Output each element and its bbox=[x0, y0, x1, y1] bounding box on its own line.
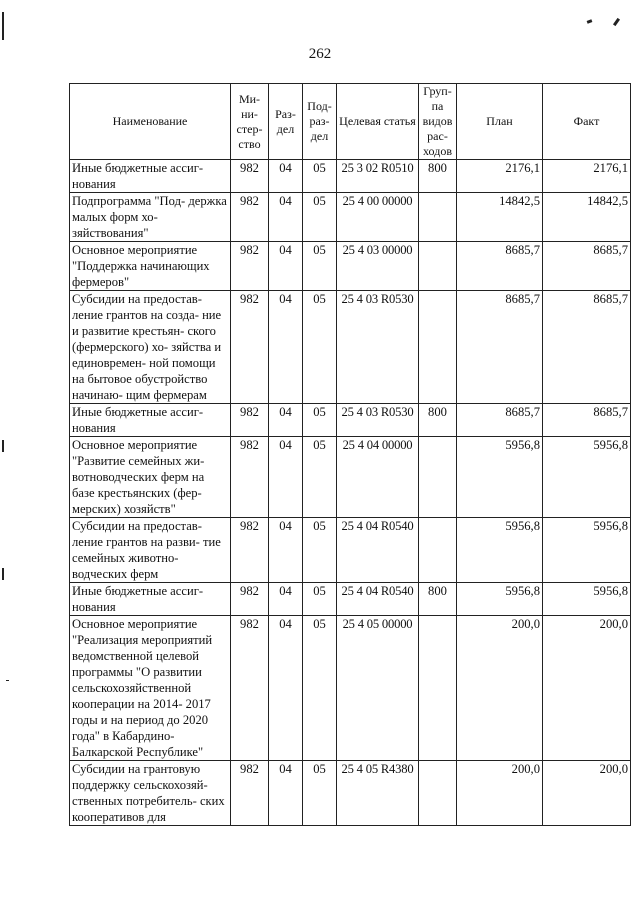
row-ministry-cell: 982 bbox=[231, 291, 269, 404]
header-subsection: Под- раз- дел bbox=[303, 84, 337, 160]
row-target-item-cell: 25 4 03 R0530 bbox=[337, 291, 419, 404]
row-expense-group-cell: 800 bbox=[419, 404, 457, 437]
row-subsection-cell: 05 bbox=[303, 583, 337, 616]
row-fact-cell: 5956,8 bbox=[543, 583, 631, 616]
row-section-cell: 04 bbox=[269, 160, 303, 193]
row-name-cell: Основное мероприятие "Развитие семейных жи- вотноводческих ферм на базе крестьянских (фер- мерских) хозяйств" bbox=[70, 437, 231, 518]
row-name-cell: Иные бюджетные ассиг- нования bbox=[70, 404, 231, 437]
left-edge-mark bbox=[6, 680, 9, 681]
header-ministry: Ми- ни- стер- ство bbox=[231, 84, 269, 160]
row-target-item-cell: 25 4 04 R0540 bbox=[337, 583, 419, 616]
row-subsection-cell: 05 bbox=[303, 437, 337, 518]
row-ministry-cell: 982 bbox=[231, 160, 269, 193]
row-subsection-cell: 05 bbox=[303, 242, 337, 291]
header-name: Наименование bbox=[70, 84, 231, 160]
row-fact-cell: 8685,7 bbox=[543, 291, 631, 404]
row-subsection-cell: 05 bbox=[303, 291, 337, 404]
row-plan-cell: 5956,8 bbox=[457, 518, 543, 583]
row-target-item-cell: 25 4 05 R4380 bbox=[337, 761, 419, 826]
row-subsection-cell: 05 bbox=[303, 193, 337, 242]
row-subsection-cell: 05 bbox=[303, 616, 337, 761]
row-expense-group-cell bbox=[419, 518, 457, 583]
row-plan-cell: 14842,5 bbox=[457, 193, 543, 242]
row-ministry-cell: 982 bbox=[231, 616, 269, 761]
left-edge-mark bbox=[2, 12, 4, 40]
row-fact-cell: 5956,8 bbox=[543, 437, 631, 518]
row-ministry-cell: 982 bbox=[231, 242, 269, 291]
table-header-row bbox=[70, 84, 631, 160]
row-section-cell: 04 bbox=[269, 404, 303, 437]
row-section-cell: 04 bbox=[269, 616, 303, 761]
table-row bbox=[70, 160, 631, 193]
row-subsection-cell: 05 bbox=[303, 761, 337, 826]
row-plan-cell: 2176,1 bbox=[457, 160, 543, 193]
row-plan-cell: 5956,8 bbox=[457, 437, 543, 518]
corner-scan-mark bbox=[613, 18, 620, 26]
row-name-cell: Основное мероприятие "Реализация мероприятий ведомственной целевой программы "О развитии сельскохозяйственной кооперации на 2014- 2017 годы и на период до 2020 года" в Кабардино- Балкарской Республике" bbox=[70, 616, 231, 761]
row-plan-cell: 8685,7 bbox=[457, 404, 543, 437]
row-expense-group-cell bbox=[419, 761, 457, 826]
row-target-item-cell: 25 4 03 R0530 bbox=[337, 404, 419, 437]
row-ministry-cell: 982 bbox=[231, 583, 269, 616]
row-subsection-cell: 05 bbox=[303, 404, 337, 437]
row-target-item-cell: 25 4 05 00000 bbox=[337, 616, 419, 761]
table-row bbox=[70, 242, 631, 291]
row-section-cell: 04 bbox=[269, 518, 303, 583]
row-fact-cell: 14842,5 bbox=[543, 193, 631, 242]
row-name-cell: Иные бюджетные ассиг- нования bbox=[70, 583, 231, 616]
row-ministry-cell: 982 bbox=[231, 761, 269, 826]
row-expense-group-cell bbox=[419, 193, 457, 242]
row-expense-group-cell bbox=[419, 616, 457, 761]
row-fact-cell: 2176,1 bbox=[543, 160, 631, 193]
row-expense-group-cell bbox=[419, 437, 457, 518]
row-expense-group-cell: 800 bbox=[419, 583, 457, 616]
corner-scan-mark bbox=[587, 19, 593, 24]
row-name-cell: Субсидии на грантовую поддержку сельскохозяй- ственных потребитель- ских кооперативов для bbox=[70, 761, 231, 826]
row-fact-cell: 5956,8 bbox=[543, 518, 631, 583]
table-row bbox=[70, 518, 631, 583]
row-fact-cell: 8685,7 bbox=[543, 404, 631, 437]
row-target-item-cell: 25 4 04 00000 bbox=[337, 437, 419, 518]
row-name-cell: Субсидии на предостав- ление грантов на разви- тие семейных животно- водческих ферм bbox=[70, 518, 231, 583]
table-row bbox=[70, 616, 631, 761]
row-section-cell: 04 bbox=[269, 242, 303, 291]
row-expense-group-cell bbox=[419, 291, 457, 404]
row-ministry-cell: 982 bbox=[231, 518, 269, 583]
left-edge-mark bbox=[2, 568, 4, 580]
row-section-cell: 04 bbox=[269, 291, 303, 404]
row-plan-cell: 8685,7 bbox=[457, 291, 543, 404]
page-number: 262 bbox=[308, 46, 332, 62]
row-subsection-cell: 05 bbox=[303, 160, 337, 193]
row-target-item-cell: 25 4 04 R0540 bbox=[337, 518, 419, 583]
row-expense-group-cell bbox=[419, 242, 457, 291]
table-row bbox=[70, 761, 631, 826]
row-fact-cell: 200,0 bbox=[543, 761, 631, 826]
row-fact-cell: 8685,7 bbox=[543, 242, 631, 291]
row-section-cell: 04 bbox=[269, 583, 303, 616]
row-fact-cell: 200,0 bbox=[543, 616, 631, 761]
table-row bbox=[70, 437, 631, 518]
budget-table bbox=[69, 83, 631, 826]
header-expense-group: Груп- па видов рас- ходов bbox=[419, 84, 457, 160]
header-fact: Факт bbox=[543, 84, 631, 160]
header-plan: План bbox=[457, 84, 543, 160]
row-plan-cell: 8685,7 bbox=[457, 242, 543, 291]
row-target-item-cell: 25 4 00 00000 bbox=[337, 193, 419, 242]
table-row bbox=[70, 291, 631, 404]
row-ministry-cell: 982 bbox=[231, 404, 269, 437]
table-row bbox=[70, 193, 631, 242]
row-section-cell: 04 bbox=[269, 761, 303, 826]
row-target-item-cell: 25 4 03 00000 bbox=[337, 242, 419, 291]
row-name-cell: Основное мероприятие "Поддержка начинающих фермеров" bbox=[70, 242, 231, 291]
header-section: Раз- дел bbox=[269, 84, 303, 160]
row-ministry-cell: 982 bbox=[231, 193, 269, 242]
table-row bbox=[70, 583, 631, 616]
row-ministry-cell: 982 bbox=[231, 437, 269, 518]
row-name-cell: Субсидии на предостав- ление грантов на созда- ние и развитие крестьян- ского (фермерского) хо- зяйства и единовремен- ной помощи на бытовое обустройство начинаю- щим фермерам bbox=[70, 291, 231, 404]
row-plan-cell: 200,0 bbox=[457, 616, 543, 761]
row-target-item-cell: 25 3 02 R0510 bbox=[337, 160, 419, 193]
header-target-item: Целевая статья bbox=[337, 84, 419, 160]
left-edge-mark bbox=[2, 440, 4, 452]
row-plan-cell: 200,0 bbox=[457, 761, 543, 826]
row-section-cell: 04 bbox=[269, 437, 303, 518]
table-row bbox=[70, 404, 631, 437]
row-expense-group-cell: 800 bbox=[419, 160, 457, 193]
row-name-cell: Подпрограмма "Под- держка малых форм хо- зяйствования" bbox=[70, 193, 231, 242]
row-subsection-cell: 05 bbox=[303, 518, 337, 583]
row-name-cell: Иные бюджетные ассиг- нования bbox=[70, 160, 231, 193]
row-plan-cell: 5956,8 bbox=[457, 583, 543, 616]
row-section-cell: 04 bbox=[269, 193, 303, 242]
